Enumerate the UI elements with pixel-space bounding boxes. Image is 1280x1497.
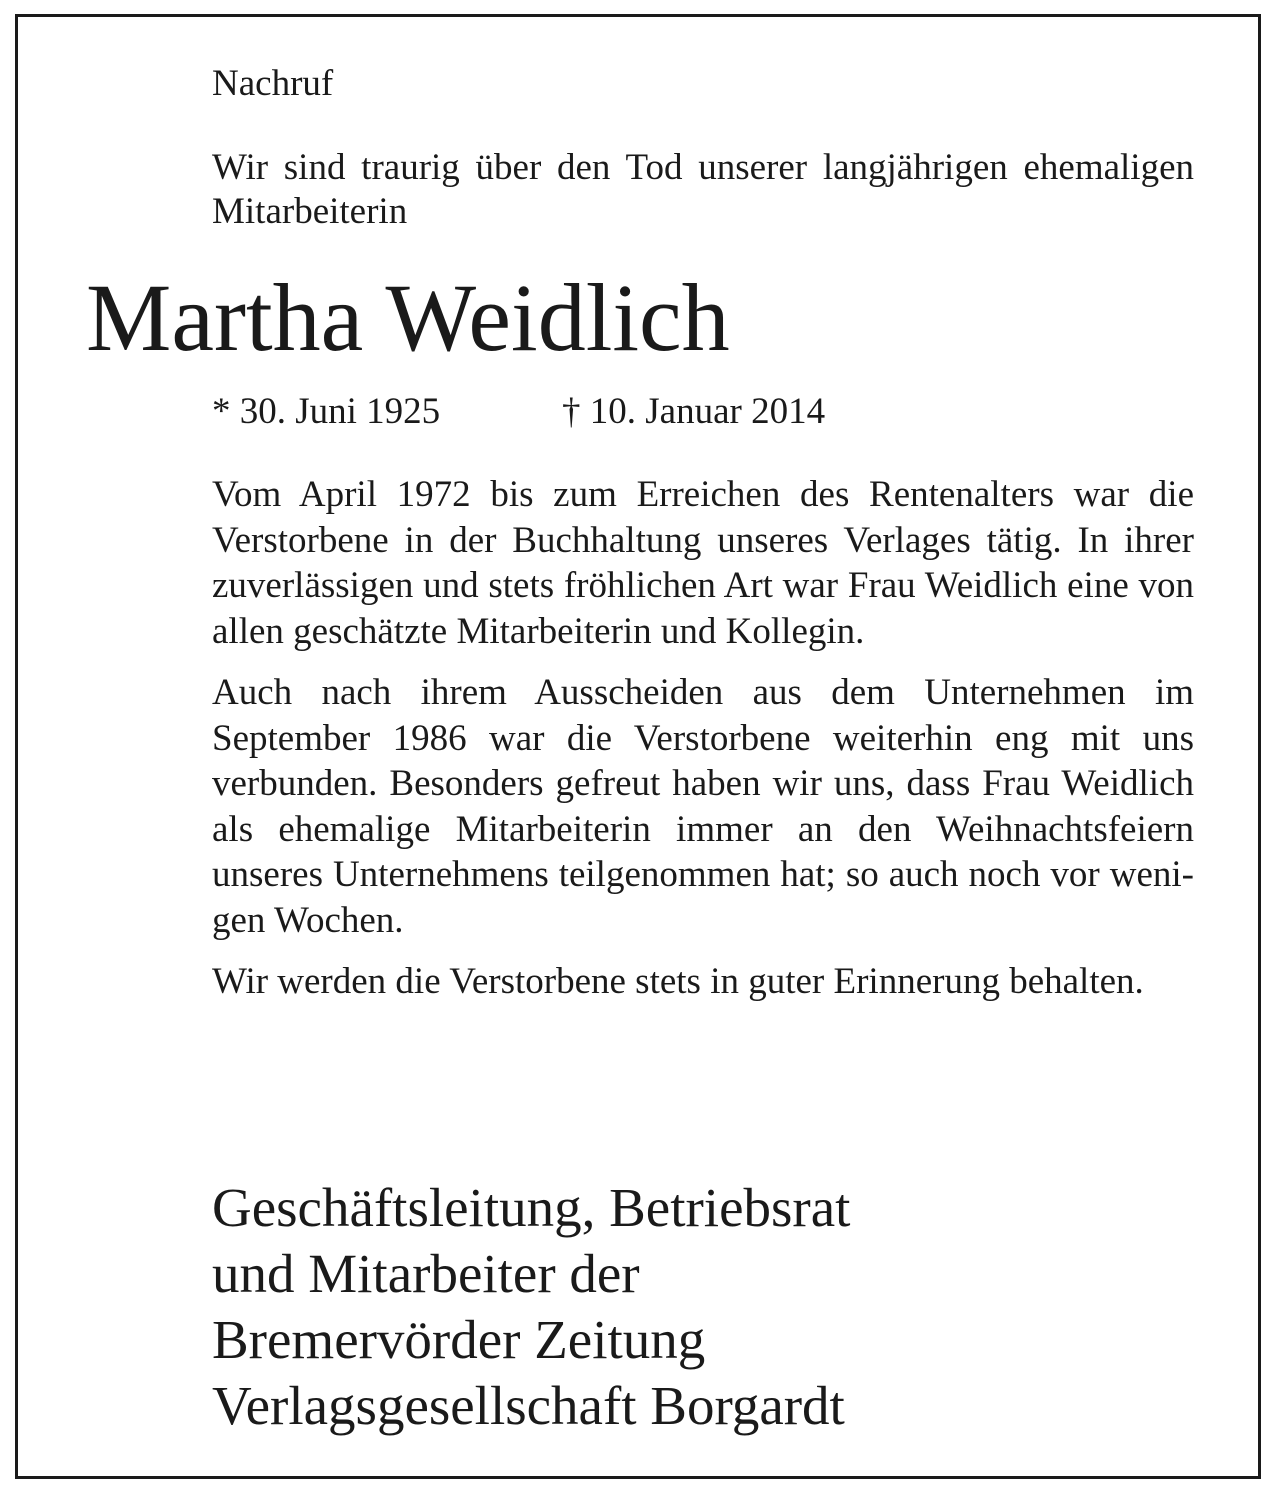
obituary-body — [212, 472, 1194, 1021]
signature-line: und Mitarbeiter der — [212, 1243, 640, 1304]
birth-date: * 30. Juni 1925 — [212, 391, 441, 432]
signature-line: Verlagsgesellschaft Borgardt — [212, 1375, 845, 1436]
obituary-heading: Nachruf — [212, 63, 334, 104]
death-date: † 10. Januar 2014 — [562, 391, 826, 432]
signature-line: Geschäftsleitung, Betriebsrat — [212, 1177, 851, 1238]
life-dates — [212, 390, 1194, 434]
body-paragraph: Auch nach ihrem Ausscheiden aus dem Unternehmen im September 1986 war die Verstorbene weiterhin eng mit uns verbunden. Besonders gefreut haben wir uns, dass Frau Weidlich als ehemalige Mitarbeiterin immer an den Weihnachtsfeiern unseres Unternehmens teilgenommen hat; so auch noch vor wenigen Wochen. — [212, 672, 1194, 941]
intro-text: Wir sind traurig über den Tod unserer langjährigen ehemaligen Mitarbeiterin — [212, 147, 1194, 232]
signature-line: Bremervörder Zeitung — [212, 1309, 706, 1370]
body-paragraph: Wir werden die Verstorbene stets in guter Erinnerung behalten. — [212, 961, 1144, 1002]
body-paragraph: Vom April 1972 bis zum Erreichen des Rentenalters war die Verstorbene in der Buchhaltung unseres Verlages tätig. In ihrer zuverlässigen und stets fröhlichen Art war Frau Weidlich eine von allen geschätzte Mitarbeiterin und Kollegin. — [212, 474, 1194, 652]
deceased-name: Martha Weidlich — [86, 264, 730, 371]
signature-block — [212, 1175, 1194, 1439]
